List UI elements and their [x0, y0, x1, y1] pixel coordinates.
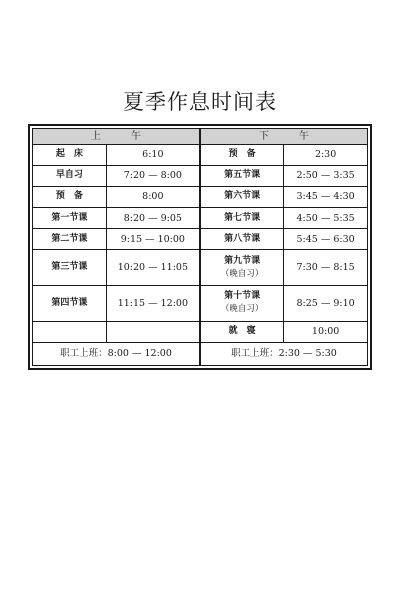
pm-label-main: 第十节课	[224, 291, 261, 302]
am-time: 9:15 — 10:00	[106, 229, 200, 250]
table-row	[33, 165, 368, 186]
pm-label: 预 备	[200, 144, 284, 165]
pm-label-main: 第九节课	[224, 255, 261, 266]
pm-label	[200, 285, 284, 321]
am-label: 第二节课	[33, 229, 107, 250]
am-label: 起 床	[33, 144, 107, 165]
footer-afternoon: 职工上班：2:30 — 5:30	[200, 342, 368, 365]
pm-label: 第五节课	[200, 165, 284, 186]
pm-label: 第六节课	[200, 186, 284, 207]
am-label: 第三节课	[33, 250, 107, 286]
pm-label: 第八节课	[200, 229, 284, 250]
table-row	[33, 144, 368, 165]
pm-label: 第七节课	[200, 207, 284, 228]
am-time: 8:20 — 9:05	[106, 207, 200, 228]
footer-morning: 职工上班：8:00 — 12:00	[33, 342, 200, 365]
pm-time: 5:45 — 6:30	[284, 229, 368, 250]
pm-label	[200, 250, 284, 286]
am-label: 早自习	[33, 165, 107, 186]
table-row	[33, 250, 368, 286]
pm-time: 7:30 — 8:15	[284, 250, 368, 286]
pm-label: 就 寝	[200, 321, 284, 342]
table-row	[33, 285, 368, 321]
pm-time: 8:25 — 9:10	[284, 285, 368, 321]
schedule-table	[32, 128, 368, 366]
am-time: 10:20 — 11:05	[106, 250, 200, 286]
am-label: 预 备	[33, 186, 107, 207]
table-row	[33, 207, 368, 228]
header-row	[33, 129, 368, 145]
table-row	[33, 321, 368, 342]
footer-row	[33, 342, 368, 365]
pm-time: 4:50 — 5:35	[284, 207, 368, 228]
pm-time: 10:00	[284, 321, 368, 342]
table-row	[33, 186, 368, 207]
am-time: 8:00	[106, 186, 200, 207]
am-time: 11:15 — 12:00	[106, 285, 200, 321]
am-label: 第一节课	[33, 207, 107, 228]
table-row	[33, 229, 368, 250]
pm-label-sub: （晚自习）	[220, 304, 264, 315]
pm-time: 2:30	[284, 144, 368, 165]
header-afternoon: 下 午	[200, 129, 368, 145]
pm-time: 3:45 — 4:30	[284, 186, 368, 207]
pm-time: 2:50 — 3:35	[284, 165, 368, 186]
header-morning: 上 午	[33, 129, 200, 145]
am-time: 7:20 — 8:00	[106, 165, 200, 186]
pm-label-sub: （晚自习）	[220, 268, 264, 279]
page-title: 夏季作息时间表	[123, 90, 277, 114]
am-time: 6:10	[106, 144, 200, 165]
am-label: 第四节课	[33, 285, 107, 321]
am-label	[33, 321, 107, 342]
schedule-table-frame	[28, 124, 372, 370]
am-time	[106, 321, 200, 342]
